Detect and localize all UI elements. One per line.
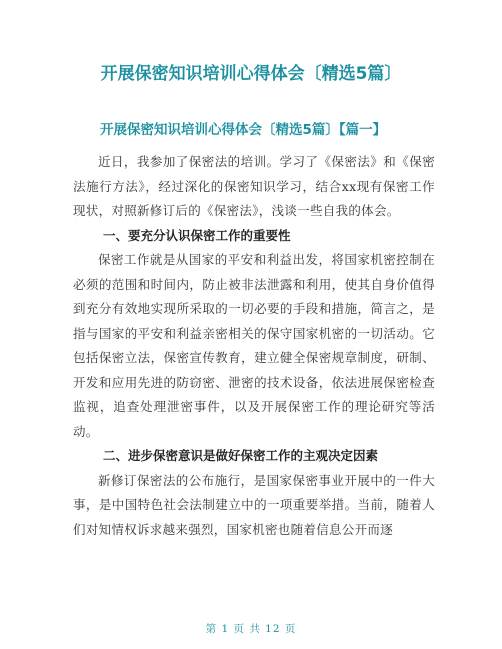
document-title: 开展保密知识培训心得体会〔精选5篇〕 <box>100 64 402 84</box>
heading-awareness: 二、进步保密意识是做好保密工作的主观决定因素 <box>103 448 379 463</box>
document-body <box>73 150 435 542</box>
heading-importance: 一、要充分认识保密工作的重要性 <box>103 227 291 243</box>
section-title: 开展保密知识培训心得体会〔精选5篇〕【篇一】 <box>100 122 387 138</box>
intro-paragraph: 近日，我参加了保密法的培训。学习了《保密法》和《保密法施行方法》，经过深化的保密知识学习，结合xx现有保密工作现状，对照新修订后的《保密法》，浅谈一些自我的体会。 <box>73 154 435 218</box>
paragraph-importance: 保密工作就是从国家的平安和利益出发，将国家机密控制在必须的范围和时间内，防止被非法泄露和利用，使其自身价值得到充分有效地实现所采取的一切必要的手段和措施，简言之，是指与国家的平安和利益亲密相关的保守国家机密的一切活动。它包括保密立法，保密宣传教育，建立健全保密规章制度，研制、开发和应用先进的防窃密、泄密的技术设备，依法进展保密检查监视，追查处理泄密事件，以及开展保密工作的理论研究等活动。 <box>73 252 435 439</box>
page-number-footer: 第 1 页 共 12 页 <box>205 623 297 635</box>
paragraph-awareness: 新修订保密法的公布施行，是国家保密事业开展中的一件大事，是中国特色社会法制建立中的一项重要举措。当前，随着人们对知情权诉求越来强烈，国家机密也随着信息公开而逐 <box>73 472 435 537</box>
